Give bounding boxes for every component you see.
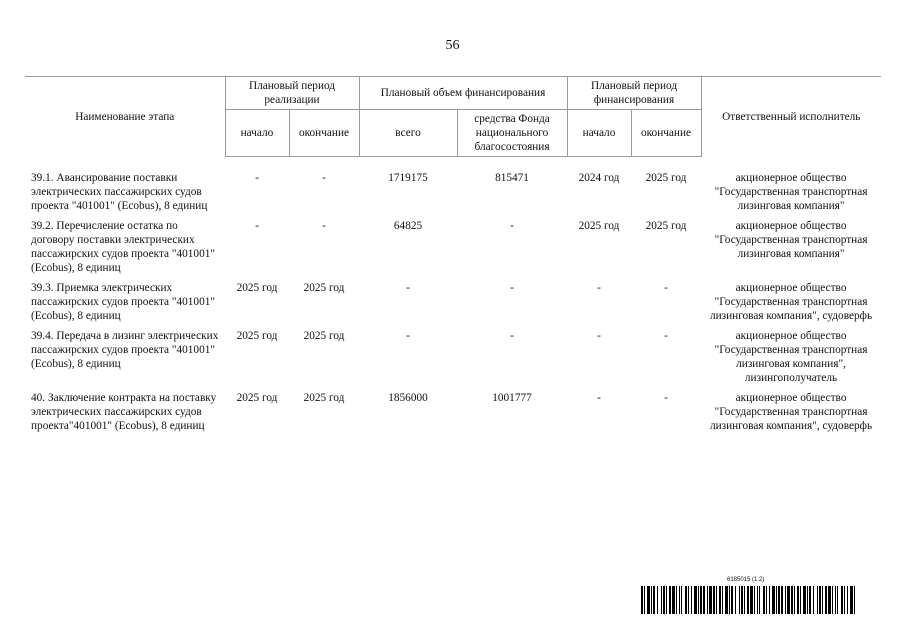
header-responsible: Ответственный исполнитель	[701, 77, 881, 157]
header-stage-name: Наименование этапа	[25, 77, 225, 157]
plan-table	[25, 76, 881, 439]
realization-end-cell: 2025 год	[303, 329, 345, 342]
stage-name-cell: 39.4. Передача в лизинг электрических пассажирских судов проекта "401001" (Ecobus), 8 единиц	[31, 329, 219, 370]
header-funding-volume: Плановый объем финансирования	[359, 77, 567, 110]
funding-start-cell: 2025 год	[578, 219, 620, 232]
realization-start-cell: 2025 год	[236, 329, 278, 342]
table-row	[25, 329, 881, 391]
header-fund-means: средства Фонда национального благосостояния	[457, 110, 567, 157]
funding-start-cell: -	[597, 329, 601, 342]
responsible-cell: акционерное общество "Государственная транспортная лизинговая компания"	[714, 219, 868, 260]
funding-start-cell: -	[597, 281, 601, 294]
realization-end-cell: -	[322, 172, 326, 184]
funding-end-cell: 2025 год	[645, 219, 687, 232]
stage-name-cell: 40. Заключение контракта на поставку электрических пассажирских судов проекта"401001" (Ecobus), 8 единиц	[31, 391, 217, 432]
table-row	[25, 391, 881, 439]
total-cell: -	[406, 329, 410, 342]
header-funding-start: начало	[567, 110, 631, 157]
realization-start-cell: 2025 год	[236, 391, 278, 404]
barcode-icon	[641, 586, 855, 614]
total-cell: 1719175	[388, 172, 428, 184]
table-row	[25, 157, 881, 219]
table-row	[25, 219, 881, 281]
fund-cell: 815471	[495, 172, 529, 184]
stage-name-cell: 39.3. Приемка электрических пассажирских судов проекта "401001" (Ecobus), 8 единиц	[31, 281, 215, 322]
stage-name-cell: 39.2. Перечисление остатка по договору поставки электрических пассажирских судов проекта "401001" (Ecobus), 8 единиц	[31, 219, 215, 274]
header-realization-end: окончание	[289, 110, 359, 157]
responsible-cell: акционерное общество "Государственная транспортная лизинговая компания", судоверфь	[709, 281, 873, 322]
total-cell: 64825	[393, 219, 423, 232]
header-row-top	[25, 77, 881, 110]
table-row	[25, 281, 881, 329]
header-funding-end: окончание	[631, 110, 701, 157]
total-cell: 1856000	[388, 391, 428, 404]
realization-start-cell: -	[255, 219, 259, 232]
funding-start-cell: -	[597, 391, 601, 404]
realization-start-cell: 2025 год	[236, 281, 278, 294]
responsible-cell: акционерное общество "Государственная транспортная лизинговая компания"	[714, 171, 868, 212]
realization-end-cell: 2025 год	[303, 391, 345, 404]
realization-end-cell: -	[322, 219, 326, 232]
realization-end-cell: 2025 год	[303, 281, 345, 294]
fund-cell: -	[510, 219, 514, 232]
barcode-block	[641, 577, 855, 614]
total-cell: -	[406, 281, 410, 294]
header-realization-start: начало	[225, 110, 289, 157]
barcode-label: 6185015 (1.2)	[727, 577, 765, 583]
stage-name-cell: 39.1. Авансирование поставки электрических пассажирских судов проекта "401001" (Ecobus), 8 единиц	[31, 171, 208, 212]
realization-start-cell: -	[255, 172, 259, 184]
header-total: всего	[359, 110, 457, 157]
funding-end-cell: 2025 год	[645, 172, 687, 184]
page-number: 56	[445, 38, 460, 53]
fund-cell: -	[510, 329, 514, 342]
header-period-funding: Плановый период финансирования	[567, 77, 701, 110]
responsible-cell: акционерное общество "Государственная транспортная лизинговая компания", лизингополучатель	[714, 329, 868, 384]
fund-cell: 1001777	[492, 391, 532, 404]
header-period-realization: Плановый период реализации	[225, 77, 359, 110]
funding-end-cell: -	[664, 281, 668, 294]
funding-start-cell: 2024 год	[578, 172, 620, 184]
responsible-cell: акционерное общество "Государственная транспортная лизинговая компания", судоверфь	[709, 391, 873, 432]
fund-cell: -	[510, 281, 514, 294]
funding-end-cell: -	[664, 391, 668, 404]
funding-end-cell: -	[664, 329, 668, 342]
